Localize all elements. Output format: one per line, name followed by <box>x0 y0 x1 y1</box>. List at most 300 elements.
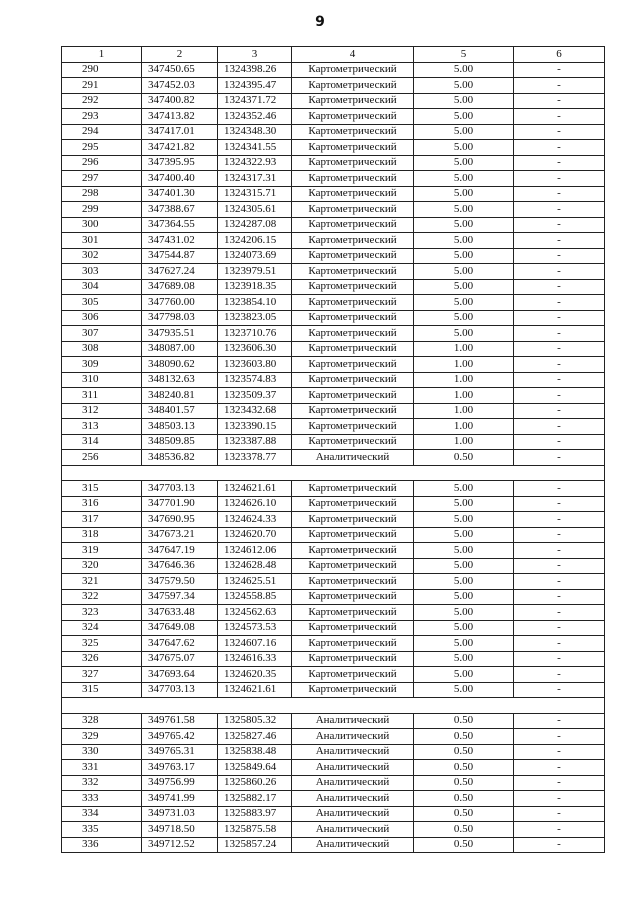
accuracy-cell: 5.00 <box>414 279 514 295</box>
point-number-cell: 330 <box>62 744 142 760</box>
note-cell: - <box>514 558 605 574</box>
point-number-cell: 303 <box>62 264 142 280</box>
y-coordinate-cell: 1323918.35 <box>218 279 292 295</box>
accuracy-cell: 5.00 <box>414 527 514 543</box>
accuracy-cell: 5.00 <box>414 512 514 528</box>
y-coordinate-cell: 1325849.64 <box>218 760 292 776</box>
x-coordinate-cell: 347798.03 <box>142 310 218 326</box>
x-coordinate-cell: 347633.48 <box>142 605 218 621</box>
accuracy-cell: 5.00 <box>414 233 514 249</box>
accuracy-cell: 0.50 <box>414 806 514 822</box>
method-cell: Картометрический <box>292 326 414 342</box>
y-coordinate-cell: 1323979.51 <box>218 264 292 280</box>
y-coordinate-cell: 1324315.71 <box>218 186 292 202</box>
x-coordinate-cell: 347693.64 <box>142 667 218 683</box>
note-cell: - <box>514 713 605 729</box>
x-coordinate-cell: 347421.82 <box>142 140 218 156</box>
accuracy-cell: 5.00 <box>414 620 514 636</box>
method-cell: Картометрический <box>292 574 414 590</box>
x-coordinate-cell: 349765.31 <box>142 744 218 760</box>
accuracy-cell: 5.00 <box>414 217 514 233</box>
accuracy-cell: 5.00 <box>414 326 514 342</box>
accuracy-cell: 0.50 <box>414 729 514 745</box>
y-coordinate-cell: 1325857.24 <box>218 837 292 853</box>
accuracy-cell: 5.00 <box>414 651 514 667</box>
x-coordinate-cell: 348132.63 <box>142 372 218 388</box>
point-number-cell: 312 <box>62 403 142 419</box>
point-number-cell: 318 <box>62 527 142 543</box>
y-coordinate-cell: 1325805.32 <box>218 713 292 729</box>
y-coordinate-cell: 1323509.37 <box>218 388 292 404</box>
method-cell: Картометрический <box>292 264 414 280</box>
table-row <box>62 372 605 388</box>
x-coordinate-cell: 348509.85 <box>142 434 218 450</box>
table-row <box>62 202 605 218</box>
accuracy-cell: 0.50 <box>414 713 514 729</box>
note-cell: - <box>514 295 605 311</box>
point-number-cell: 328 <box>62 713 142 729</box>
note-cell: - <box>514 434 605 450</box>
note-cell: - <box>514 651 605 667</box>
point-number-cell: 317 <box>62 512 142 528</box>
note-cell: - <box>514 248 605 264</box>
point-number-cell: 336 <box>62 837 142 853</box>
method-cell: Картометрический <box>292 248 414 264</box>
method-cell: Картометрический <box>292 651 414 667</box>
method-cell: Картометрический <box>292 140 414 156</box>
method-cell: Аналитический <box>292 775 414 791</box>
note-cell: - <box>514 279 605 295</box>
accuracy-cell: 5.00 <box>414 140 514 156</box>
point-number-cell: 333 <box>62 791 142 807</box>
note-cell: - <box>514 744 605 760</box>
y-coordinate-cell: 1324621.61 <box>218 481 292 497</box>
note-cell: - <box>514 388 605 404</box>
method-cell: Картометрический <box>292 310 414 326</box>
table-row <box>62 837 605 853</box>
x-coordinate-cell: 347935.51 <box>142 326 218 342</box>
table-row <box>62 233 605 249</box>
point-number-cell: 300 <box>62 217 142 233</box>
x-coordinate-cell: 347579.50 <box>142 574 218 590</box>
point-number-cell: 314 <box>62 434 142 450</box>
note-cell: - <box>514 372 605 388</box>
table-row <box>62 558 605 574</box>
method-cell: Картометрический <box>292 388 414 404</box>
y-coordinate-cell: 1324628.48 <box>218 558 292 574</box>
method-cell: Аналитический <box>292 806 414 822</box>
y-coordinate-cell: 1323823.05 <box>218 310 292 326</box>
accuracy-cell: 5.00 <box>414 481 514 497</box>
table-row <box>62 78 605 94</box>
point-number-cell: 309 <box>62 357 142 373</box>
method-cell: Картометрический <box>292 372 414 388</box>
y-coordinate-cell: 1324562.63 <box>218 605 292 621</box>
note-cell: - <box>514 140 605 156</box>
x-coordinate-cell: 347689.08 <box>142 279 218 295</box>
x-coordinate-cell: 349763.17 <box>142 760 218 776</box>
table-row <box>62 295 605 311</box>
y-coordinate-cell: 1324206.15 <box>218 233 292 249</box>
table-row <box>62 760 605 776</box>
method-cell: Картометрический <box>292 295 414 311</box>
table-row <box>62 326 605 342</box>
method-cell: Картометрический <box>292 171 414 187</box>
method-cell: Аналитический <box>292 450 414 466</box>
y-coordinate-cell: 1324348.30 <box>218 124 292 140</box>
accuracy-cell: 5.00 <box>414 62 514 78</box>
table-row <box>62 357 605 373</box>
point-number-cell: 301 <box>62 233 142 249</box>
header-col-1: 1 <box>62 47 142 63</box>
y-coordinate-cell: 1324341.55 <box>218 140 292 156</box>
point-number-cell: 311 <box>62 388 142 404</box>
point-number-cell: 325 <box>62 636 142 652</box>
x-coordinate-cell: 347400.40 <box>142 171 218 187</box>
note-cell: - <box>514 124 605 140</box>
table-row <box>62 589 605 605</box>
point-number-cell: 324 <box>62 620 142 636</box>
x-coordinate-cell: 349761.58 <box>142 713 218 729</box>
y-coordinate-cell: 1325882.17 <box>218 791 292 807</box>
note-cell: - <box>514 512 605 528</box>
note-cell: - <box>514 217 605 233</box>
table-row <box>62 806 605 822</box>
point-number-cell: 295 <box>62 140 142 156</box>
table-row <box>62 822 605 838</box>
note-cell: - <box>514 496 605 512</box>
y-coordinate-cell: 1323603.80 <box>218 357 292 373</box>
header-col-2: 2 <box>142 47 218 63</box>
x-coordinate-cell: 348503.13 <box>142 419 218 435</box>
note-cell: - <box>514 109 605 125</box>
table-row <box>62 186 605 202</box>
note-cell: - <box>514 357 605 373</box>
table-row <box>62 155 605 171</box>
y-coordinate-cell: 1324620.70 <box>218 527 292 543</box>
accuracy-cell: 0.50 <box>414 791 514 807</box>
accuracy-cell: 1.00 <box>414 388 514 404</box>
point-number-cell: 321 <box>62 574 142 590</box>
method-cell: Картометрический <box>292 496 414 512</box>
note-cell: - <box>514 171 605 187</box>
note-cell: - <box>514 667 605 683</box>
x-coordinate-cell: 347647.19 <box>142 543 218 559</box>
note-cell: - <box>514 233 605 249</box>
table-row <box>62 109 605 125</box>
point-number-cell: 313 <box>62 419 142 435</box>
table-row <box>62 620 605 636</box>
table-row <box>62 481 605 497</box>
x-coordinate-cell: 347388.67 <box>142 202 218 218</box>
point-number-cell: 315 <box>62 682 142 698</box>
accuracy-cell: 5.00 <box>414 636 514 652</box>
table-row <box>62 171 605 187</box>
note-cell: - <box>514 93 605 109</box>
method-cell: Аналитический <box>292 760 414 776</box>
x-coordinate-cell: 347647.62 <box>142 636 218 652</box>
x-coordinate-cell: 347450.65 <box>142 62 218 78</box>
point-number-cell: 331 <box>62 760 142 776</box>
header-col-4: 4 <box>292 47 414 63</box>
table-row <box>62 744 605 760</box>
y-coordinate-cell: 1323574.83 <box>218 372 292 388</box>
note-cell: - <box>514 729 605 745</box>
accuracy-cell: 1.00 <box>414 419 514 435</box>
note-cell: - <box>514 186 605 202</box>
coordinates-table <box>61 46 605 853</box>
method-cell: Картометрический <box>292 543 414 559</box>
method-cell: Картометрический <box>292 605 414 621</box>
accuracy-cell: 0.50 <box>414 822 514 838</box>
accuracy-cell: 1.00 <box>414 341 514 357</box>
point-number-cell: 308 <box>62 341 142 357</box>
table-row <box>62 527 605 543</box>
note-cell: - <box>514 62 605 78</box>
table-row <box>62 651 605 667</box>
table-row <box>62 729 605 745</box>
accuracy-cell: 0.50 <box>414 450 514 466</box>
note-cell: - <box>514 264 605 280</box>
point-number-cell: 298 <box>62 186 142 202</box>
note-cell: - <box>514 620 605 636</box>
x-coordinate-cell: 347627.24 <box>142 264 218 280</box>
accuracy-cell: 5.00 <box>414 78 514 94</box>
x-coordinate-cell: 347646.36 <box>142 558 218 574</box>
y-coordinate-cell: 1325860.26 <box>218 775 292 791</box>
accuracy-cell: 0.50 <box>414 775 514 791</box>
point-number-cell: 322 <box>62 589 142 605</box>
y-coordinate-cell: 1324624.33 <box>218 512 292 528</box>
y-coordinate-cell: 1324620.35 <box>218 667 292 683</box>
table-row <box>62 341 605 357</box>
method-cell: Картометрический <box>292 233 414 249</box>
method-cell: Аналитический <box>292 713 414 729</box>
method-cell: Картометрический <box>292 93 414 109</box>
method-cell: Картометрический <box>292 109 414 125</box>
y-coordinate-cell: 1323390.15 <box>218 419 292 435</box>
x-coordinate-cell: 347431.02 <box>142 233 218 249</box>
table-row <box>62 434 605 450</box>
x-coordinate-cell: 348240.81 <box>142 388 218 404</box>
note-cell: - <box>514 326 605 342</box>
accuracy-cell: 1.00 <box>414 372 514 388</box>
accuracy-cell: 5.00 <box>414 248 514 264</box>
y-coordinate-cell: 1323387.88 <box>218 434 292 450</box>
x-coordinate-cell: 347673.21 <box>142 527 218 543</box>
y-coordinate-cell: 1324558.85 <box>218 589 292 605</box>
table-row <box>62 140 605 156</box>
point-number-cell: 294 <box>62 124 142 140</box>
point-number-cell: 335 <box>62 822 142 838</box>
page-number: 9 <box>315 14 325 30</box>
accuracy-cell: 1.00 <box>414 357 514 373</box>
y-coordinate-cell: 1324352.46 <box>218 109 292 125</box>
point-number-cell: 256 <box>62 450 142 466</box>
y-coordinate-cell: 1324322.93 <box>218 155 292 171</box>
x-coordinate-cell: 348090.62 <box>142 357 218 373</box>
note-cell: - <box>514 636 605 652</box>
separator-cell <box>62 465 605 481</box>
y-coordinate-cell: 1324371.72 <box>218 93 292 109</box>
point-number-cell: 293 <box>62 109 142 125</box>
header-col-5: 5 <box>414 47 514 63</box>
point-number-cell: 323 <box>62 605 142 621</box>
note-cell: - <box>514 837 605 853</box>
y-coordinate-cell: 1325883.97 <box>218 806 292 822</box>
table-row <box>62 450 605 466</box>
note-cell: - <box>514 310 605 326</box>
y-coordinate-cell: 1323710.76 <box>218 326 292 342</box>
note-cell: - <box>514 574 605 590</box>
accuracy-cell: 5.00 <box>414 310 514 326</box>
point-number-cell: 306 <box>62 310 142 326</box>
method-cell: Картометрический <box>292 217 414 233</box>
table-row <box>62 217 605 233</box>
accuracy-cell: 5.00 <box>414 543 514 559</box>
note-cell: - <box>514 481 605 497</box>
x-coordinate-cell: 349765.42 <box>142 729 218 745</box>
method-cell: Картометрический <box>292 341 414 357</box>
method-cell: Картометрический <box>292 481 414 497</box>
x-coordinate-cell: 349718.50 <box>142 822 218 838</box>
method-cell: Картометрический <box>292 403 414 419</box>
point-number-cell: 305 <box>62 295 142 311</box>
table-row <box>62 62 605 78</box>
table-row <box>62 388 605 404</box>
point-number-cell: 327 <box>62 667 142 683</box>
y-coordinate-cell: 1323378.77 <box>218 450 292 466</box>
separator-cell <box>62 698 605 714</box>
y-coordinate-cell: 1323606.30 <box>218 341 292 357</box>
table-row <box>62 419 605 435</box>
table-row <box>62 682 605 698</box>
point-number-cell: 334 <box>62 806 142 822</box>
table-row <box>62 791 605 807</box>
y-coordinate-cell: 1324625.51 <box>218 574 292 590</box>
x-coordinate-cell: 347401.30 <box>142 186 218 202</box>
method-cell: Аналитический <box>292 837 414 853</box>
accuracy-cell: 5.00 <box>414 93 514 109</box>
method-cell: Картометрический <box>292 202 414 218</box>
point-number-cell: 302 <box>62 248 142 264</box>
point-number-cell: 299 <box>62 202 142 218</box>
accuracy-cell: 5.00 <box>414 589 514 605</box>
x-coordinate-cell: 347690.95 <box>142 512 218 528</box>
x-coordinate-cell: 347703.13 <box>142 481 218 497</box>
table-row <box>62 310 605 326</box>
table-row <box>62 667 605 683</box>
accuracy-cell: 5.00 <box>414 574 514 590</box>
x-coordinate-cell: 349731.03 <box>142 806 218 822</box>
note-cell: - <box>514 78 605 94</box>
point-number-cell: 307 <box>62 326 142 342</box>
note-cell: - <box>514 403 605 419</box>
y-coordinate-cell: 1324607.16 <box>218 636 292 652</box>
method-cell: Аналитический <box>292 744 414 760</box>
point-number-cell: 326 <box>62 651 142 667</box>
point-number-cell: 304 <box>62 279 142 295</box>
y-coordinate-cell: 1325827.46 <box>218 729 292 745</box>
y-coordinate-cell: 1324305.61 <box>218 202 292 218</box>
table-row <box>62 124 605 140</box>
method-cell: Картометрический <box>292 527 414 543</box>
accuracy-cell: 5.00 <box>414 186 514 202</box>
method-cell: Картометрический <box>292 78 414 94</box>
note-cell: - <box>514 760 605 776</box>
table-row <box>62 279 605 295</box>
table-row <box>62 605 605 621</box>
x-coordinate-cell: 347597.34 <box>142 589 218 605</box>
x-coordinate-cell: 347760.00 <box>142 295 218 311</box>
table-row <box>62 713 605 729</box>
method-cell: Картометрический <box>292 512 414 528</box>
note-cell: - <box>514 419 605 435</box>
point-number-cell: 319 <box>62 543 142 559</box>
y-coordinate-cell: 1324573.53 <box>218 620 292 636</box>
point-number-cell: 297 <box>62 171 142 187</box>
table-row <box>62 248 605 264</box>
method-cell: Картометрический <box>292 62 414 78</box>
y-coordinate-cell: 1323432.68 <box>218 403 292 419</box>
accuracy-cell: 5.00 <box>414 667 514 683</box>
table-row <box>62 636 605 652</box>
table-body <box>62 62 605 853</box>
note-cell: - <box>514 450 605 466</box>
note-cell: - <box>514 341 605 357</box>
y-coordinate-cell: 1325875.58 <box>218 822 292 838</box>
method-cell: Картометрический <box>292 620 414 636</box>
accuracy-cell: 5.00 <box>414 202 514 218</box>
method-cell: Картометрический <box>292 357 414 373</box>
note-cell: - <box>514 682 605 698</box>
accuracy-cell: 5.00 <box>414 109 514 125</box>
method-cell: Картометрический <box>292 419 414 435</box>
point-number-cell: 332 <box>62 775 142 791</box>
point-number-cell: 320 <box>62 558 142 574</box>
y-coordinate-cell: 1324398.26 <box>218 62 292 78</box>
table-row <box>62 403 605 419</box>
table-row <box>62 93 605 109</box>
table-separator-row <box>62 698 605 714</box>
table-row <box>62 775 605 791</box>
x-coordinate-cell: 349756.99 <box>142 775 218 791</box>
method-cell: Картометрический <box>292 682 414 698</box>
x-coordinate-cell: 347417.01 <box>142 124 218 140</box>
table-separator-row <box>62 465 605 481</box>
note-cell: - <box>514 806 605 822</box>
point-number-cell: 316 <box>62 496 142 512</box>
point-number-cell: 310 <box>62 372 142 388</box>
y-coordinate-cell: 1324612.06 <box>218 543 292 559</box>
y-coordinate-cell: 1324073.69 <box>218 248 292 264</box>
x-coordinate-cell: 349741.99 <box>142 791 218 807</box>
method-cell: Аналитический <box>292 791 414 807</box>
x-coordinate-cell: 347400.82 <box>142 93 218 109</box>
x-coordinate-cell: 347452.03 <box>142 78 218 94</box>
point-number-cell: 329 <box>62 729 142 745</box>
x-coordinate-cell: 347395.95 <box>142 155 218 171</box>
accuracy-cell: 0.50 <box>414 744 514 760</box>
method-cell: Картометрический <box>292 558 414 574</box>
method-cell: Аналитический <box>292 822 414 838</box>
accuracy-cell: 1.00 <box>414 403 514 419</box>
header-col-3: 3 <box>218 47 292 63</box>
table-row <box>62 512 605 528</box>
note-cell: - <box>514 155 605 171</box>
y-coordinate-cell: 1324287.08 <box>218 217 292 233</box>
accuracy-cell: 0.50 <box>414 760 514 776</box>
